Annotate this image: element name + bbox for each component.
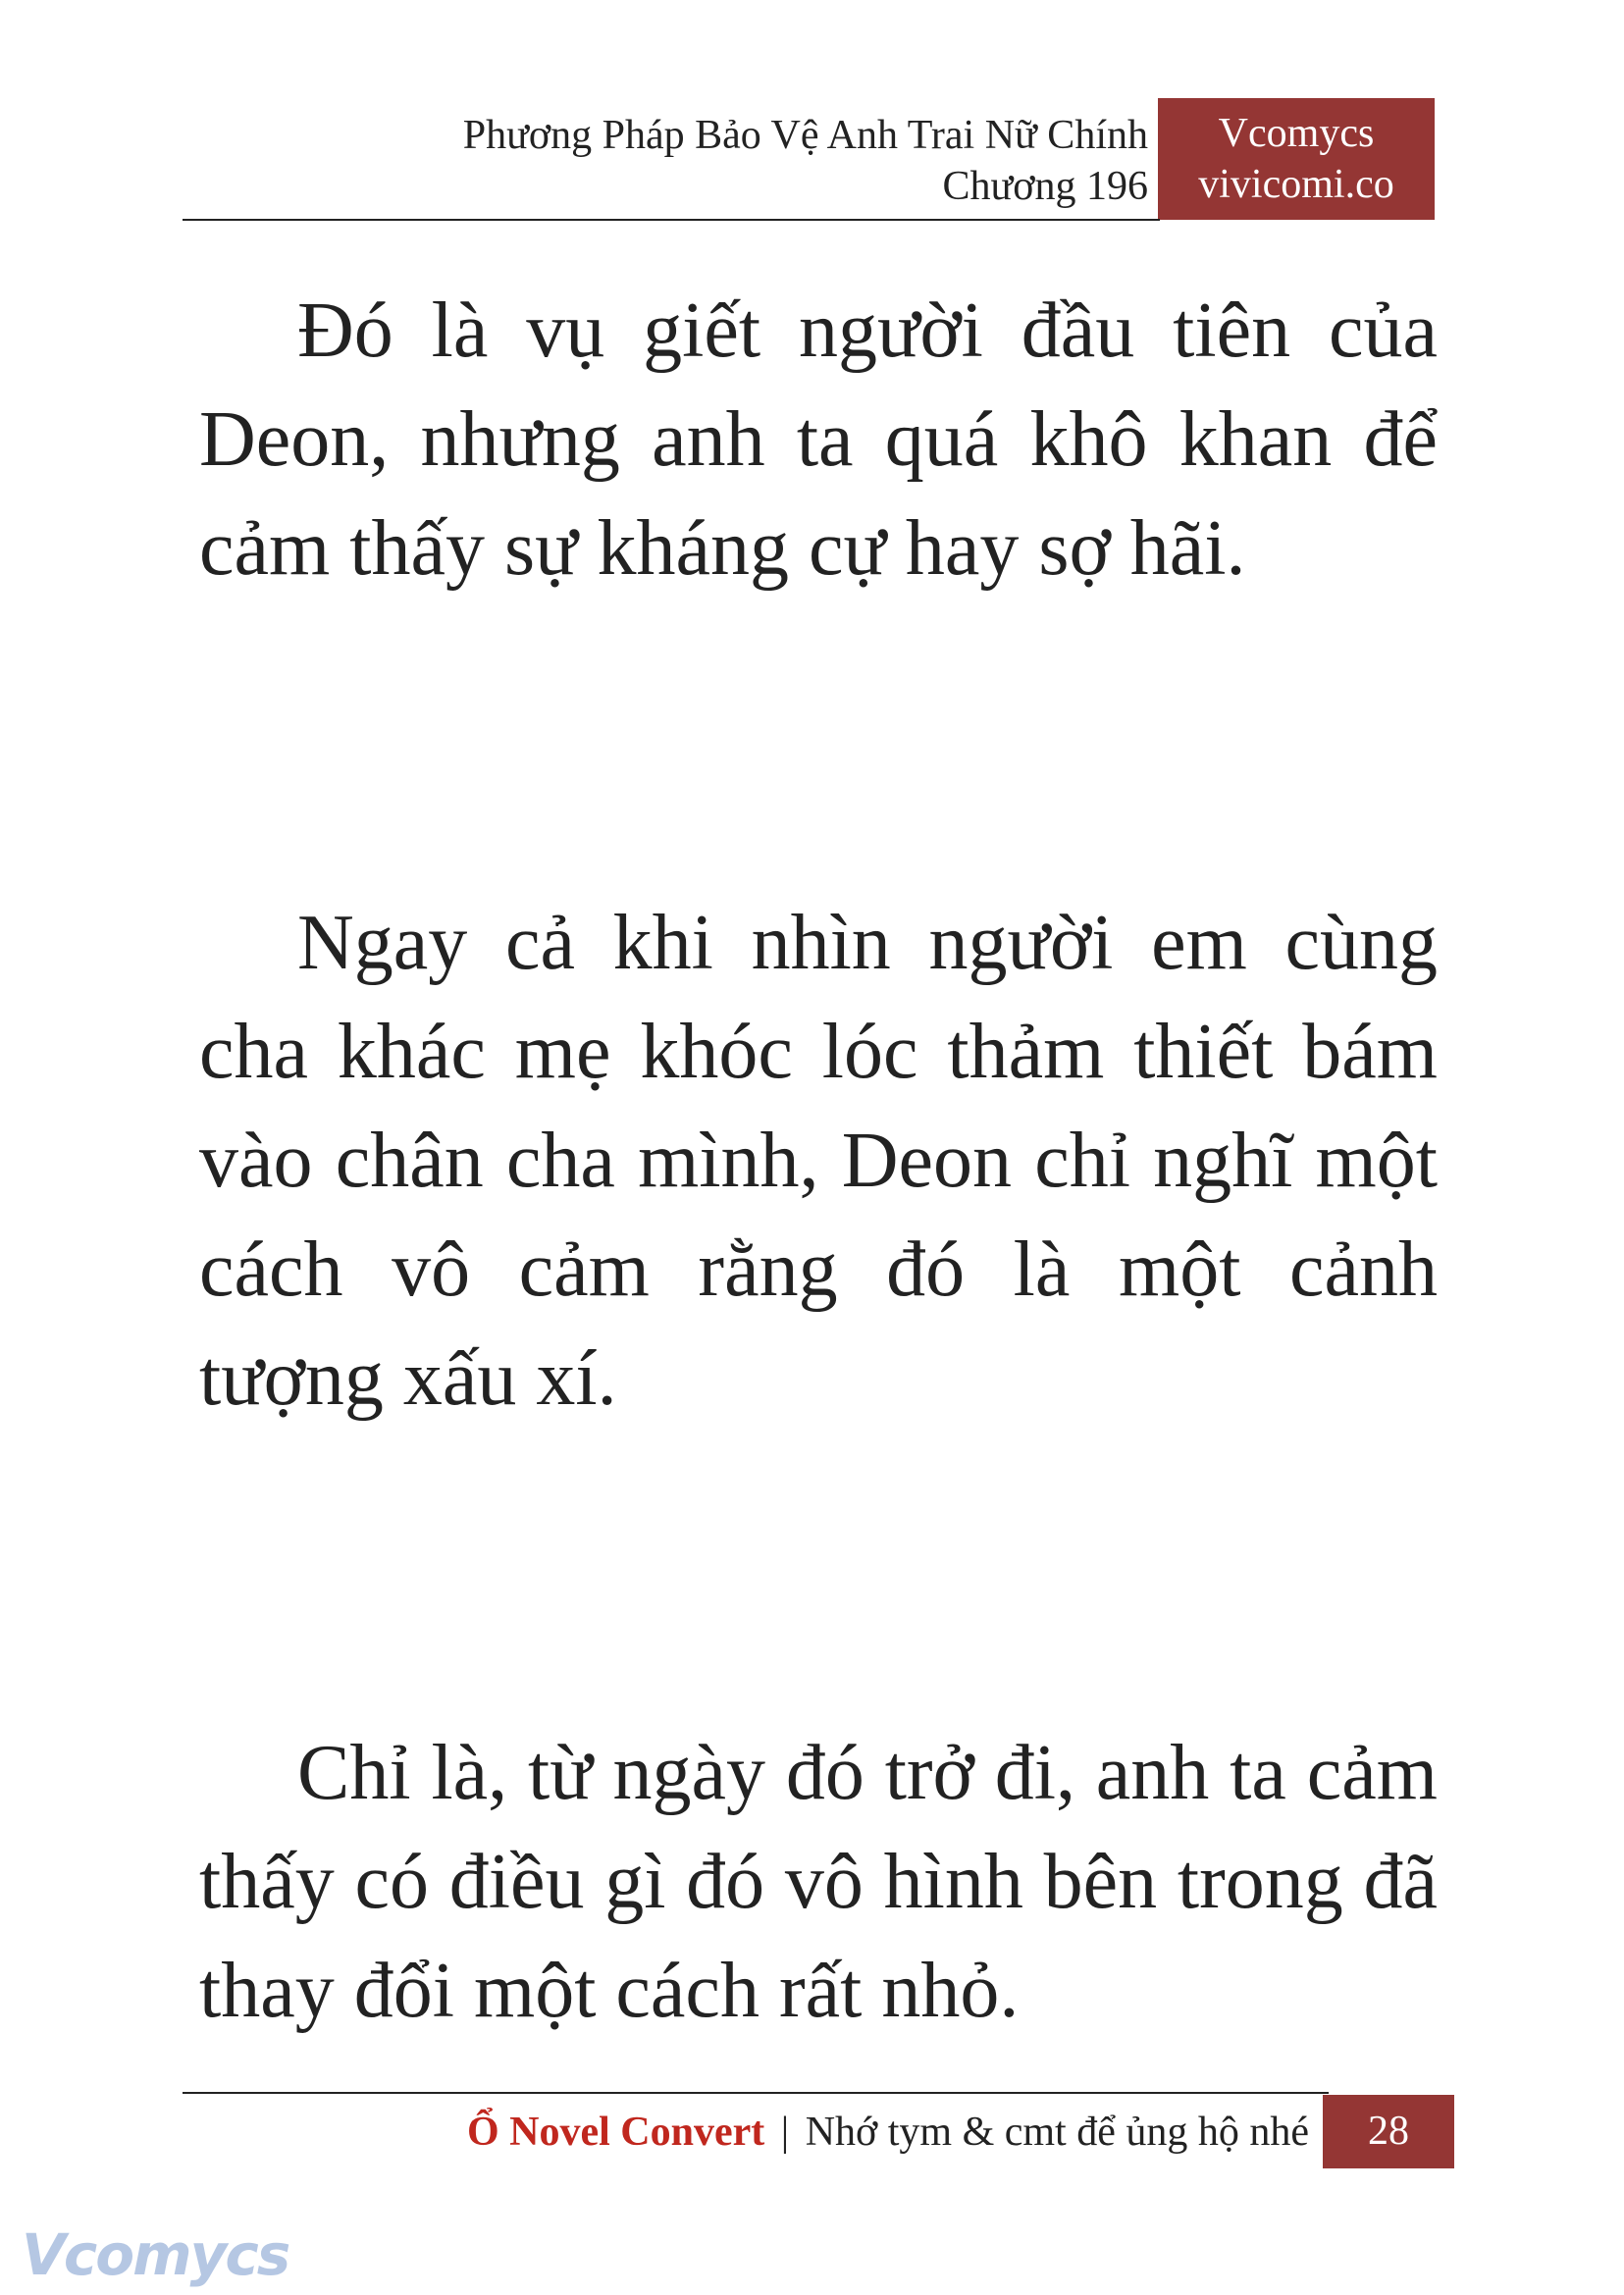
footer-message: Nhớ tym & cmt để ủng hộ nhé — [805, 2110, 1309, 2155]
watermark-logo: Vcomycs — [22, 2221, 289, 2288]
book-title: Phương Pháp Bảo Vệ Anh Trai Nữ Chính — [462, 113, 1148, 158]
footer-text — [467, 2105, 1309, 2160]
badge-site-name: Vcomycs — [1218, 111, 1375, 156]
chapter-label: Chương 196 — [942, 164, 1148, 209]
paragraph-2: Ngay cả khi nhìn người em cùng cha khác mẹ khóc lóc thảm thiết bám vào chân cha mình, Deon chỉ nghĩ một cách vô cảm rằng đó là một cảnh tượng xấu xí. — [199, 900, 1438, 1422]
site-badge — [1158, 98, 1435, 220]
badge-site-url: vivicomi.co — [1198, 162, 1394, 207]
paragraph-3: Chỉ là, từ ngày đó trở đi, anh ta cảm thấy có điều gì đó vô hình bên trong đã thay đổi một cách rất nhỏ. — [199, 1730, 1438, 2034]
paragraph-1: Đó là vụ giết người đầu tiên của Deon, nhưng anh ta quá khô khan để cảm thấy sự kháng cự hay sợ hãi. — [199, 287, 1438, 592]
footer-divider — [183, 2092, 1329, 2094]
page-footer — [183, 2095, 1454, 2168]
chapter-body — [199, 277, 1438, 2046]
header-title-block — [463, 110, 1148, 212]
footer-separator: | — [780, 2110, 790, 2155]
page-number: 28 — [1323, 2095, 1454, 2168]
page-header — [183, 98, 1435, 220]
footer-brand: Ổ Novel Convert — [466, 2110, 765, 2155]
header-divider — [183, 219, 1160, 221]
